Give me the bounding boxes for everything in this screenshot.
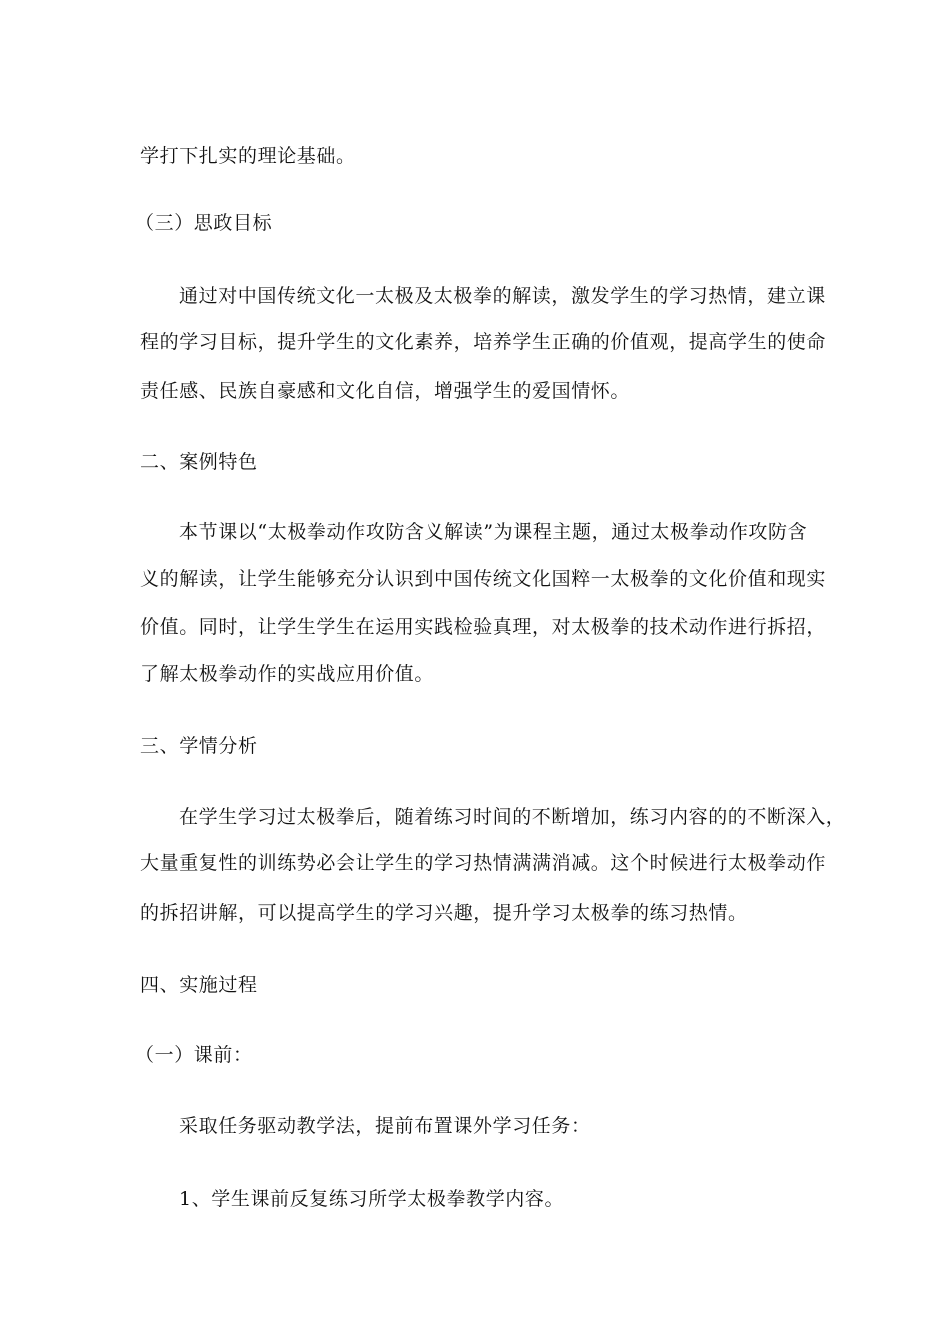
section-heading: 四、实施过程 [140,974,258,996]
section-heading: 二、案例特色 [140,451,258,473]
paragraph-line: 学打下扎实的理论基础。 [140,145,356,167]
paragraph-line: 程的学习目标，提升学生的文化素养，培养学生正确的价值观，提高学生的使命 [140,331,827,353]
section-heading: （一）课前： [135,1044,253,1066]
paragraph-line: 采取任务驱动教学法，提前布置课外学习任务： [179,1115,591,1137]
list-item: 1、学生课前反复练习所学太极拳教学内容。 [179,1188,565,1210]
paragraph-line: 本节课以“太极拳动作攻防含义解读”为课程主题，通过太极拳动作攻防含 [179,521,808,543]
section-heading: 三、学情分析 [140,735,258,757]
paragraph-line: 通过对中国传统文化一太极及太极拳的解读，激发学生的学习热情，建立课 [179,285,826,307]
paragraph-line: 的拆招讲解，可以提高学生的学习兴趣，提升学习太极拳的练习热情。 [140,902,748,924]
paragraph-line: 价值。同时，让学生学生在运用实践检验真理，对太极拳的技术动作进行拆招， [140,616,827,638]
paragraph-line: 义的解读，让学生能够充分认识到中国传统文化国粹一太极拳的文化价值和现实 [140,568,827,590]
paragraph-line: 了解太极拳动作的实战应用价值。 [140,663,435,685]
paragraph-line: 大量重复性的训练势必会让学生的学习热情满满消减。这个时候进行太极拳动作 [140,852,827,874]
paragraph-line: 在学生学习过太极拳后，随着练习时间的不断增加，练习内容的的不断深入， [179,806,846,828]
section-heading: （三）思政目标 [135,212,273,234]
paragraph-line: 责任感、民族自豪感和文化自信，增强学生的爱国情怀。 [140,380,631,402]
